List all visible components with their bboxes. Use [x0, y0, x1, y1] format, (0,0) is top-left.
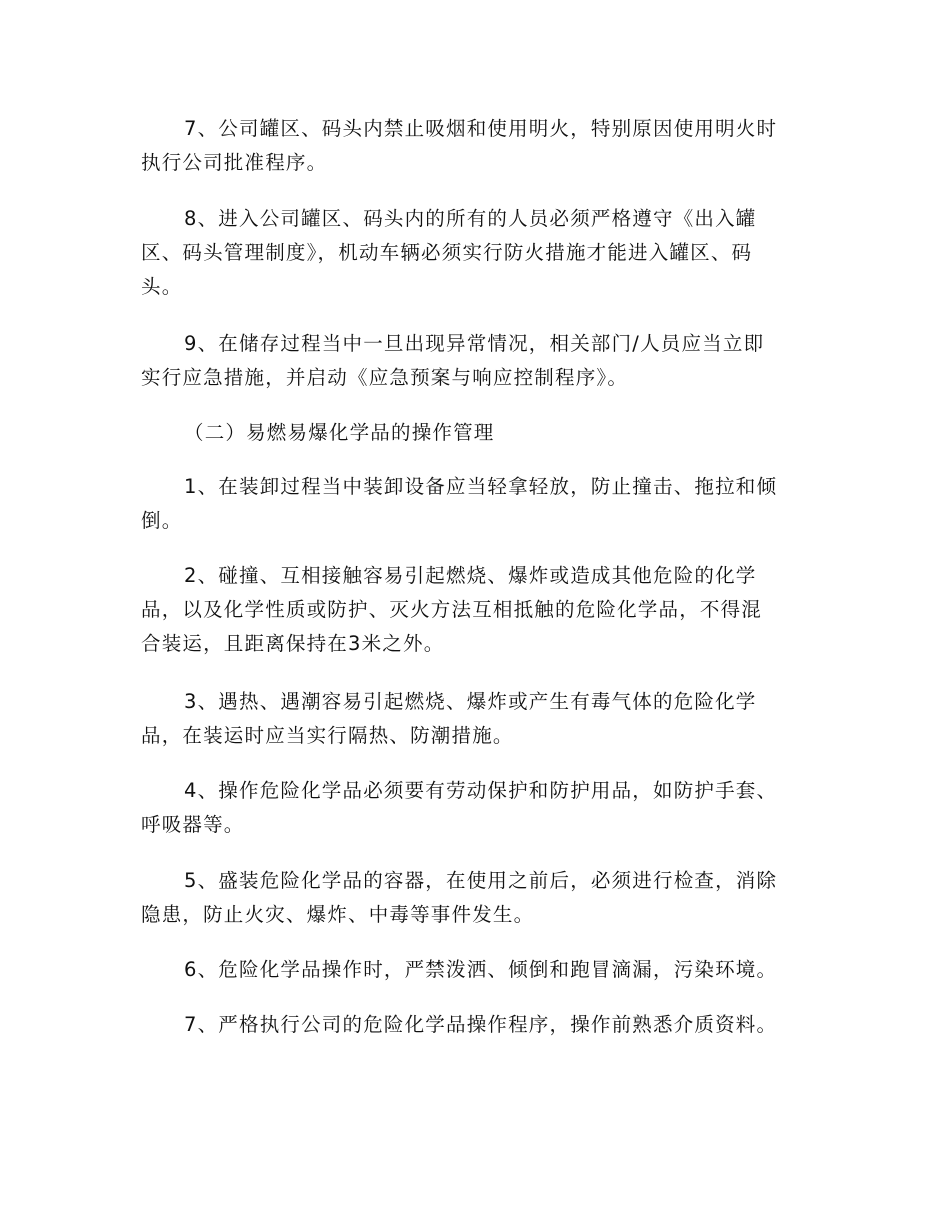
- text-line: 4、操作危险化学品必须要有劳动保护和防护用品，如防护手套、: [184, 779, 778, 802]
- text-line: 品，在装运时应当实行隔热、防潮措施。: [141, 724, 514, 747]
- text-line: 1、在装卸过程当中装卸设备应当轻拿轻放，防止撞击、拖拉和倾: [184, 475, 778, 498]
- text-line: 品，以及化学性质或防护、灭火方法互相抵触的危险化学品，不得混: [141, 598, 763, 621]
- text-line: 执行公司批准程序。: [141, 151, 328, 174]
- text-line: 7、严格执行公司的危险化学品操作程序，操作前熟悉介质资料。: [184, 1013, 778, 1036]
- text-line: 倒。: [141, 509, 183, 532]
- paragraph-7-fire-ban: [141, 112, 811, 180]
- paragraph-1-handling: [141, 470, 811, 538]
- heading-text: （二）易燃易爆化学品的操作管理: [184, 421, 495, 444]
- text-line: 隐患，防止火灾、爆炸、中毒等事件发生。: [141, 903, 535, 926]
- text-line: 实行应急措施，并启动《应急预案与响应控制程序》。: [141, 366, 629, 389]
- paragraph-9-emergency: [141, 327, 811, 395]
- text-line: 7、公司罐区、码头内禁止吸烟和使用明火，特别原因使用明火时: [184, 117, 778, 140]
- text-line: 头。: [141, 275, 183, 298]
- text-line: 3、遇热、遇潮容易引起燃烧、爆炸或产生有毒气体的危险化学: [184, 690, 757, 713]
- text-line: 区、码头管理制度》，机动车辆必须实行防火措施才能进入罐区、码: [141, 241, 753, 264]
- paragraph-4-protection: [141, 774, 811, 842]
- text-line: 呼吸器等。: [141, 813, 245, 836]
- text-line: 9、在储存过程当中一旦出现异常情况，相关部门/人员应当立即: [184, 332, 765, 355]
- paragraph-8-entry-rules: [141, 202, 811, 304]
- paragraph-7-procedures: [141, 1008, 811, 1042]
- text-line: 合装运，且距离保持在3米之外。: [141, 632, 445, 655]
- text-line: 8、进入公司罐区、码头内的所有的人员必须严格遵守《出入罐: [184, 207, 757, 230]
- text-line: 2、碰撞、互相接触容易引起燃烧、爆炸或造成其他危险的化学: [184, 564, 757, 587]
- paragraph-3-heat-moisture: [141, 685, 811, 753]
- section-heading: [141, 416, 811, 450]
- text-line: 5、盛装危险化学品的容器，在使用之前后，必须进行检查，消除: [184, 869, 778, 892]
- paragraph-2-separation: [141, 559, 811, 661]
- paragraph-5-containers: [141, 864, 811, 932]
- text-line: 6、危险化学品操作时，严禁泼洒、倾倒和跑冒滴漏，污染环境。: [184, 958, 778, 981]
- paragraph-6-spill-ban: [141, 953, 811, 987]
